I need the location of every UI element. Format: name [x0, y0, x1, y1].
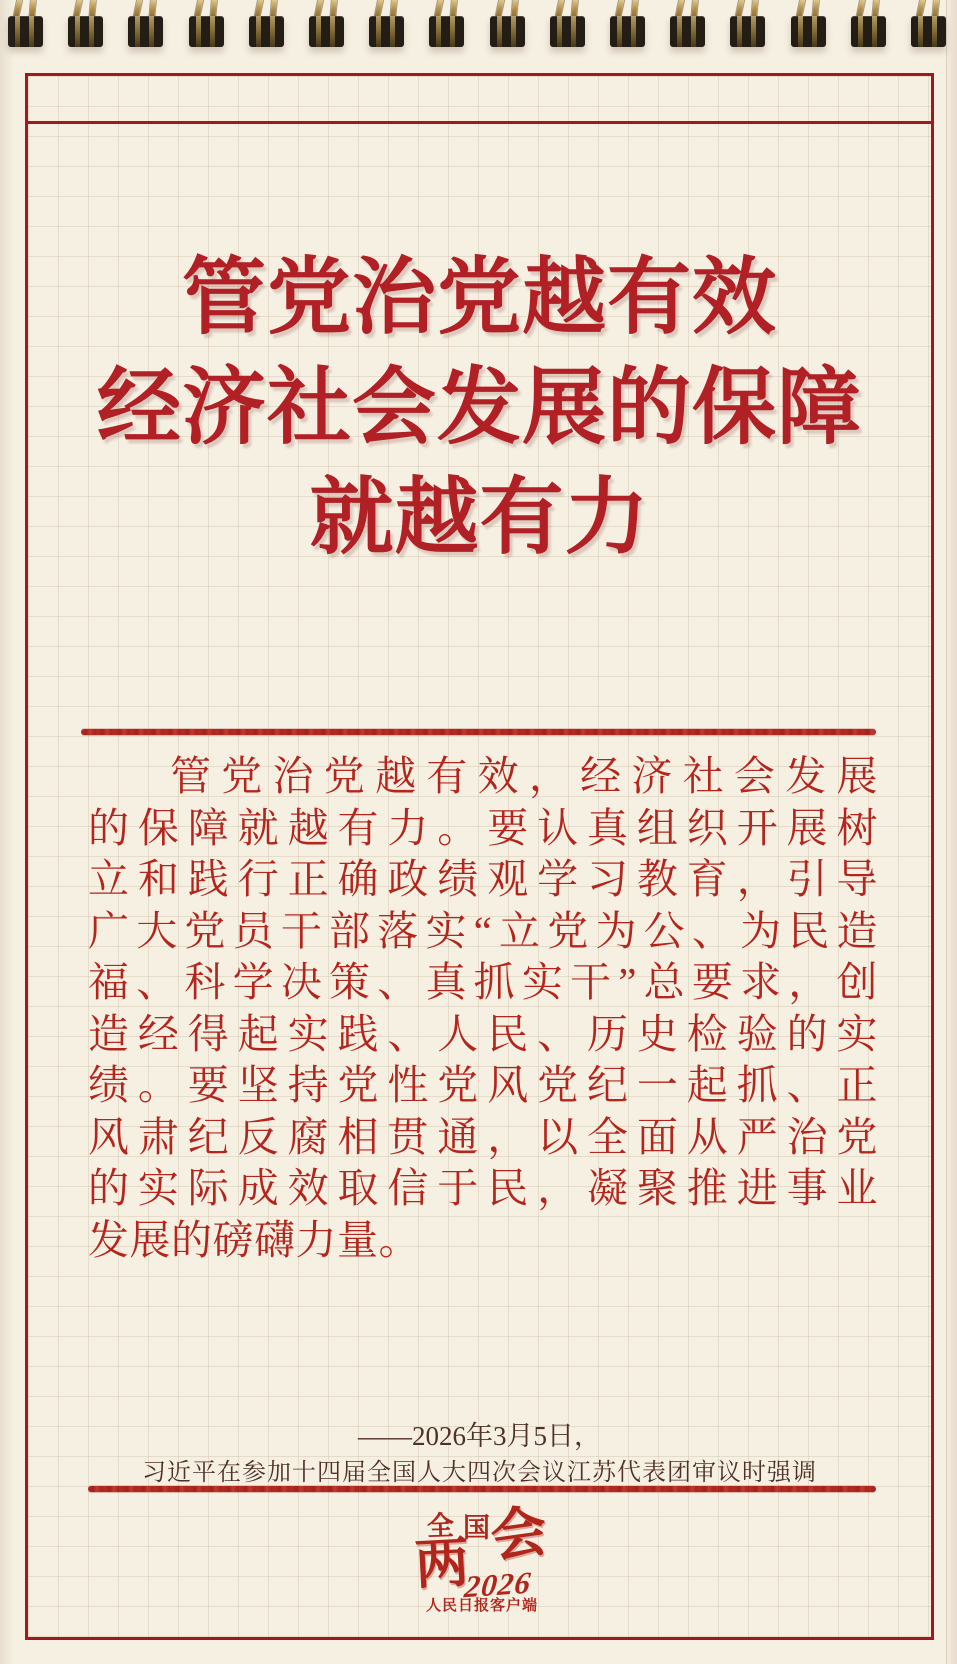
spiral-coil-icon — [67, 0, 105, 56]
spiral-coil-icon — [850, 0, 888, 56]
bottom-divider — [88, 1486, 876, 1492]
logo-tagline: 人民日报客户端 — [425, 1598, 538, 1614]
headline-line: 经济社会发展的保障 — [96, 362, 862, 455]
spiral-coil-icon — [549, 0, 587, 56]
page-edge-left-shadow — [0, 0, 14, 1664]
headline — [28, 244, 931, 574]
quote-line: 绩。要坚持党性党风党纪一起抓、正 — [88, 1062, 878, 1108]
spiral-coil-icon — [790, 0, 828, 56]
attribution-source: 习近平在参加十四届全国人大四次会议江苏代表团审议时强调 — [142, 1460, 817, 1486]
quote-divider-top — [81, 729, 876, 735]
quote-line: 发展的磅礴力量。 — [88, 1216, 420, 1263]
spiral-coil-icon — [308, 0, 346, 56]
logo-year: 2026 — [462, 1564, 534, 1605]
spiral-coil-icon — [188, 0, 226, 56]
logo-char-quan: 全 — [426, 1510, 455, 1542]
quote-body — [88, 751, 878, 1266]
two-sessions-logo — [407, 1500, 557, 1620]
spiral-coil-icon — [248, 0, 286, 56]
spiral-coil-icon — [489, 0, 527, 56]
attribution — [28, 1421, 931, 1487]
quote-line: 管党治党越有效，经济社会发展 — [170, 753, 878, 799]
headline-line: 就越有力 — [309, 472, 650, 565]
attribution-date: ——2026年3月5日， — [358, 1421, 601, 1451]
spiral-coil-icon — [368, 0, 406, 56]
spiral-coil-icon — [669, 0, 707, 56]
quote-line: 风肃纪反腐相贯通，以全面从严治党 — [88, 1113, 878, 1160]
logo-char-hui: 会 — [486, 1500, 552, 1570]
spiral-coil-icon — [910, 0, 948, 56]
quote-line: 的实际成效取信于民，凝聚推进事业 — [88, 1165, 878, 1211]
quote-line: 立和践行正确政绩观学习教育，引导 — [88, 856, 878, 902]
page-frame — [25, 73, 934, 1640]
header-rule — [28, 121, 931, 124]
quote-line: 广大党员干部落实“立党为公、为民造 — [88, 907, 878, 954]
spiral-coil-icon — [729, 0, 767, 56]
page-edge-line — [946, 0, 947, 1664]
quote-line: 福、科学决策、真抓实干”总要求，创 — [88, 959, 878, 1005]
spiral-coil-icon — [7, 0, 45, 56]
logo-char-liang: 两 — [413, 1532, 471, 1596]
quote-line: 造经得起实践、人民、历史检验的实 — [88, 1010, 878, 1057]
spiral-coil-icon — [428, 0, 466, 56]
quote-line: 的保障就越有力。要认真组织开展树 — [88, 804, 878, 851]
headline-line: 管党治党越有效 — [181, 252, 777, 345]
logo-char-guo: 国 — [463, 1513, 490, 1543]
spiral-coil-icon — [609, 0, 647, 56]
spiral-coil-icon — [127, 0, 165, 56]
spiral-binding — [0, 0, 957, 60]
